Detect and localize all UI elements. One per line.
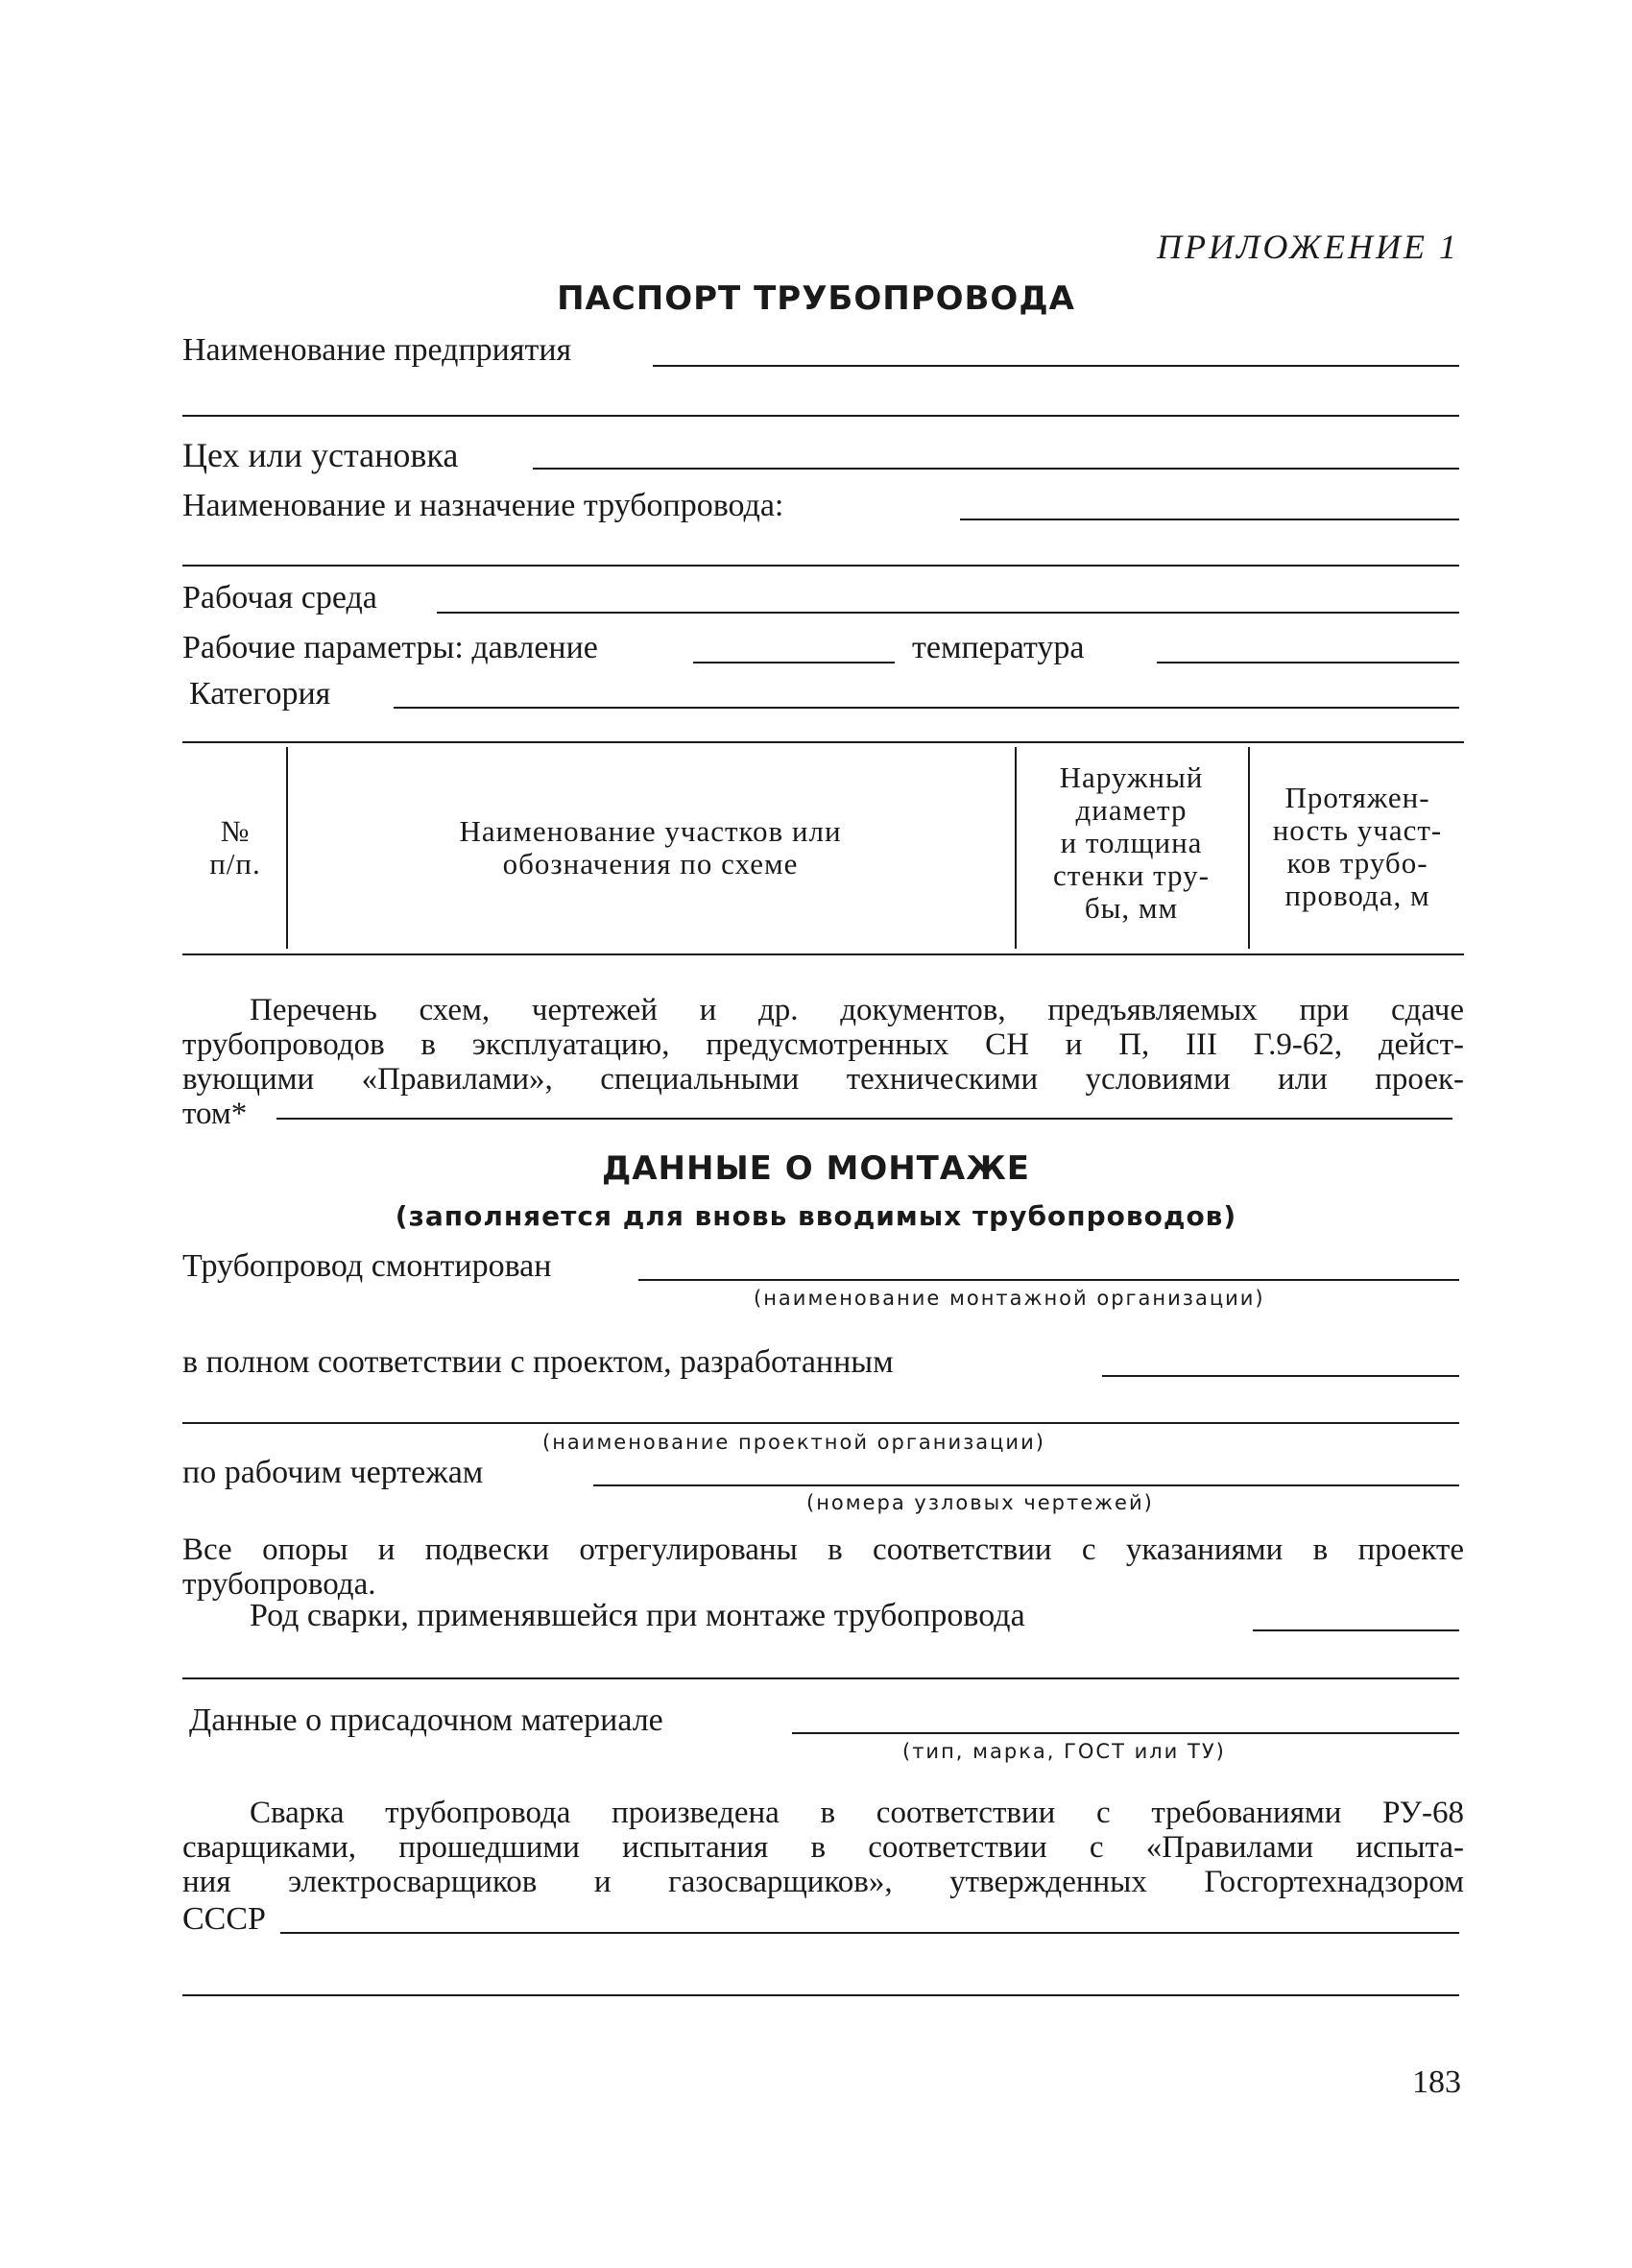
page-number: 183 bbox=[1412, 2064, 1461, 2100]
medium-field[interactable] bbox=[437, 612, 1459, 614]
drawings-label: по рабочим чертежам bbox=[182, 1455, 484, 1490]
paragraph-line: Перечень схем, чертежей и др. документов, предъявляемых при сдаче bbox=[250, 993, 1464, 1027]
table-column-divider bbox=[286, 747, 288, 949]
paragraph-line: сварщиками, прошедшими испытания в соответствии с «Правилами испыта- bbox=[182, 1830, 1464, 1865]
welding-type-field[interactable] bbox=[1253, 1629, 1459, 1631]
project-org-caption: (наименование проектной организации) bbox=[542, 1431, 1045, 1454]
pipeline-name-field[interactable] bbox=[960, 519, 1459, 520]
paragraph-line: Сварка трубопровода произведена в соответствии с требованиями РУ-68 bbox=[250, 1796, 1464, 1830]
mounted-by-field[interactable] bbox=[638, 1279, 1459, 1281]
filler-label: Данные о присадочном материале bbox=[189, 1702, 663, 1738]
welding-type-label: Род сварки, применявшейся при монтаже трубопровода bbox=[250, 1598, 1025, 1633]
pipeline-name-label: Наименование и назначение трубопровода: bbox=[182, 488, 784, 523]
filler-caption: (тип, марка, ГОСТ или ТУ) bbox=[902, 1740, 1226, 1763]
document-title: ПАСПОРТ ТРУБОПРОВОДА bbox=[557, 279, 1075, 318]
table-header-diameter: Наружный диаметр и толщина стенки тру- бы, мм bbox=[1053, 760, 1210, 925]
paragraph-line: ния электросварщиков и газосварщиков», утвержденных Госгортехнадзором bbox=[182, 1865, 1464, 1899]
filler-field[interactable] bbox=[792, 1732, 1459, 1734]
params-temperature-label: температура bbox=[912, 630, 1085, 665]
category-field[interactable] bbox=[394, 707, 1459, 709]
project-org-field-continuation[interactable] bbox=[182, 1422, 1459, 1424]
paragraph-line: трубопроводов в эксплуатацию, предусмотренных СН и П, III Г.9-62, дейст- bbox=[182, 1027, 1464, 1062]
workshop-field[interactable] bbox=[533, 468, 1459, 470]
enterprise-field-continuation[interactable] bbox=[182, 415, 1459, 417]
table-header-length: Протяжен- ность участ- ков трубо- провода, м bbox=[1272, 781, 1443, 912]
paragraph-line: Все опоры и подвески отрегулированы в соответствии с указаниями в проекте bbox=[182, 1532, 1464, 1567]
paragraph-line: трубопровода. bbox=[182, 1567, 376, 1602]
medium-label: Рабочая среда bbox=[182, 580, 377, 615]
installation-subtitle: (заполняется для вновь вводимых трубопроводов) bbox=[395, 1200, 1237, 1232]
pipeline-name-field-continuation[interactable] bbox=[182, 565, 1459, 567]
temperature-field[interactable] bbox=[1157, 662, 1459, 664]
mounted-by-label: Трубопровод смонтирован bbox=[182, 1248, 552, 1284]
drawings-caption: (номера узловых чертежей) bbox=[806, 1491, 1154, 1514]
mounted-by-caption: (наименование монтажной организации) bbox=[754, 1287, 1265, 1310]
enterprise-field[interactable] bbox=[653, 365, 1459, 367]
welding-type-field-continuation[interactable] bbox=[182, 1677, 1459, 1679]
installation-title: ДАННЫЕ О МОНТАЖЕ bbox=[601, 1149, 1031, 1188]
appendix-label: ПРИЛОЖЕНИЕ 1 bbox=[1157, 228, 1459, 266]
documents-paragraph bbox=[182, 993, 1464, 1131]
params-pressure-label: Рабочие параметры: давление bbox=[182, 630, 598, 665]
table-column-divider bbox=[1015, 747, 1017, 949]
ussr-field-continuation[interactable] bbox=[182, 1994, 1459, 1996]
pressure-field[interactable] bbox=[693, 662, 895, 664]
ussr-label: СССР bbox=[182, 1901, 266, 1937]
table-bottom-rule bbox=[182, 953, 1464, 955]
drawings-field[interactable] bbox=[593, 1484, 1459, 1486]
paragraph-line: том* bbox=[182, 1097, 248, 1131]
table-column-divider bbox=[1248, 747, 1250, 949]
project-org-field[interactable] bbox=[1102, 1375, 1459, 1377]
enterprise-label: Наименование предприятия bbox=[182, 332, 572, 368]
category-label: Категория bbox=[189, 676, 331, 712]
ussr-field[interactable] bbox=[280, 1932, 1459, 1934]
documents-field[interactable] bbox=[276, 1118, 1452, 1120]
table-header-section-name: Наименование участков или обозначения по схеме bbox=[459, 814, 842, 881]
per-project-label: в полном соответствии с проектом, разработанным bbox=[182, 1344, 894, 1380]
workshop-label: Цех или установка bbox=[182, 436, 459, 474]
table-header-number: № п/п. bbox=[209, 814, 261, 881]
supports-paragraph bbox=[182, 1532, 1464, 1602]
paragraph-line: вующими «Правилами», специальными техническими условиями или проек- bbox=[182, 1062, 1464, 1097]
welding-paragraph bbox=[182, 1796, 1464, 1899]
table-top-rule bbox=[182, 741, 1464, 743]
